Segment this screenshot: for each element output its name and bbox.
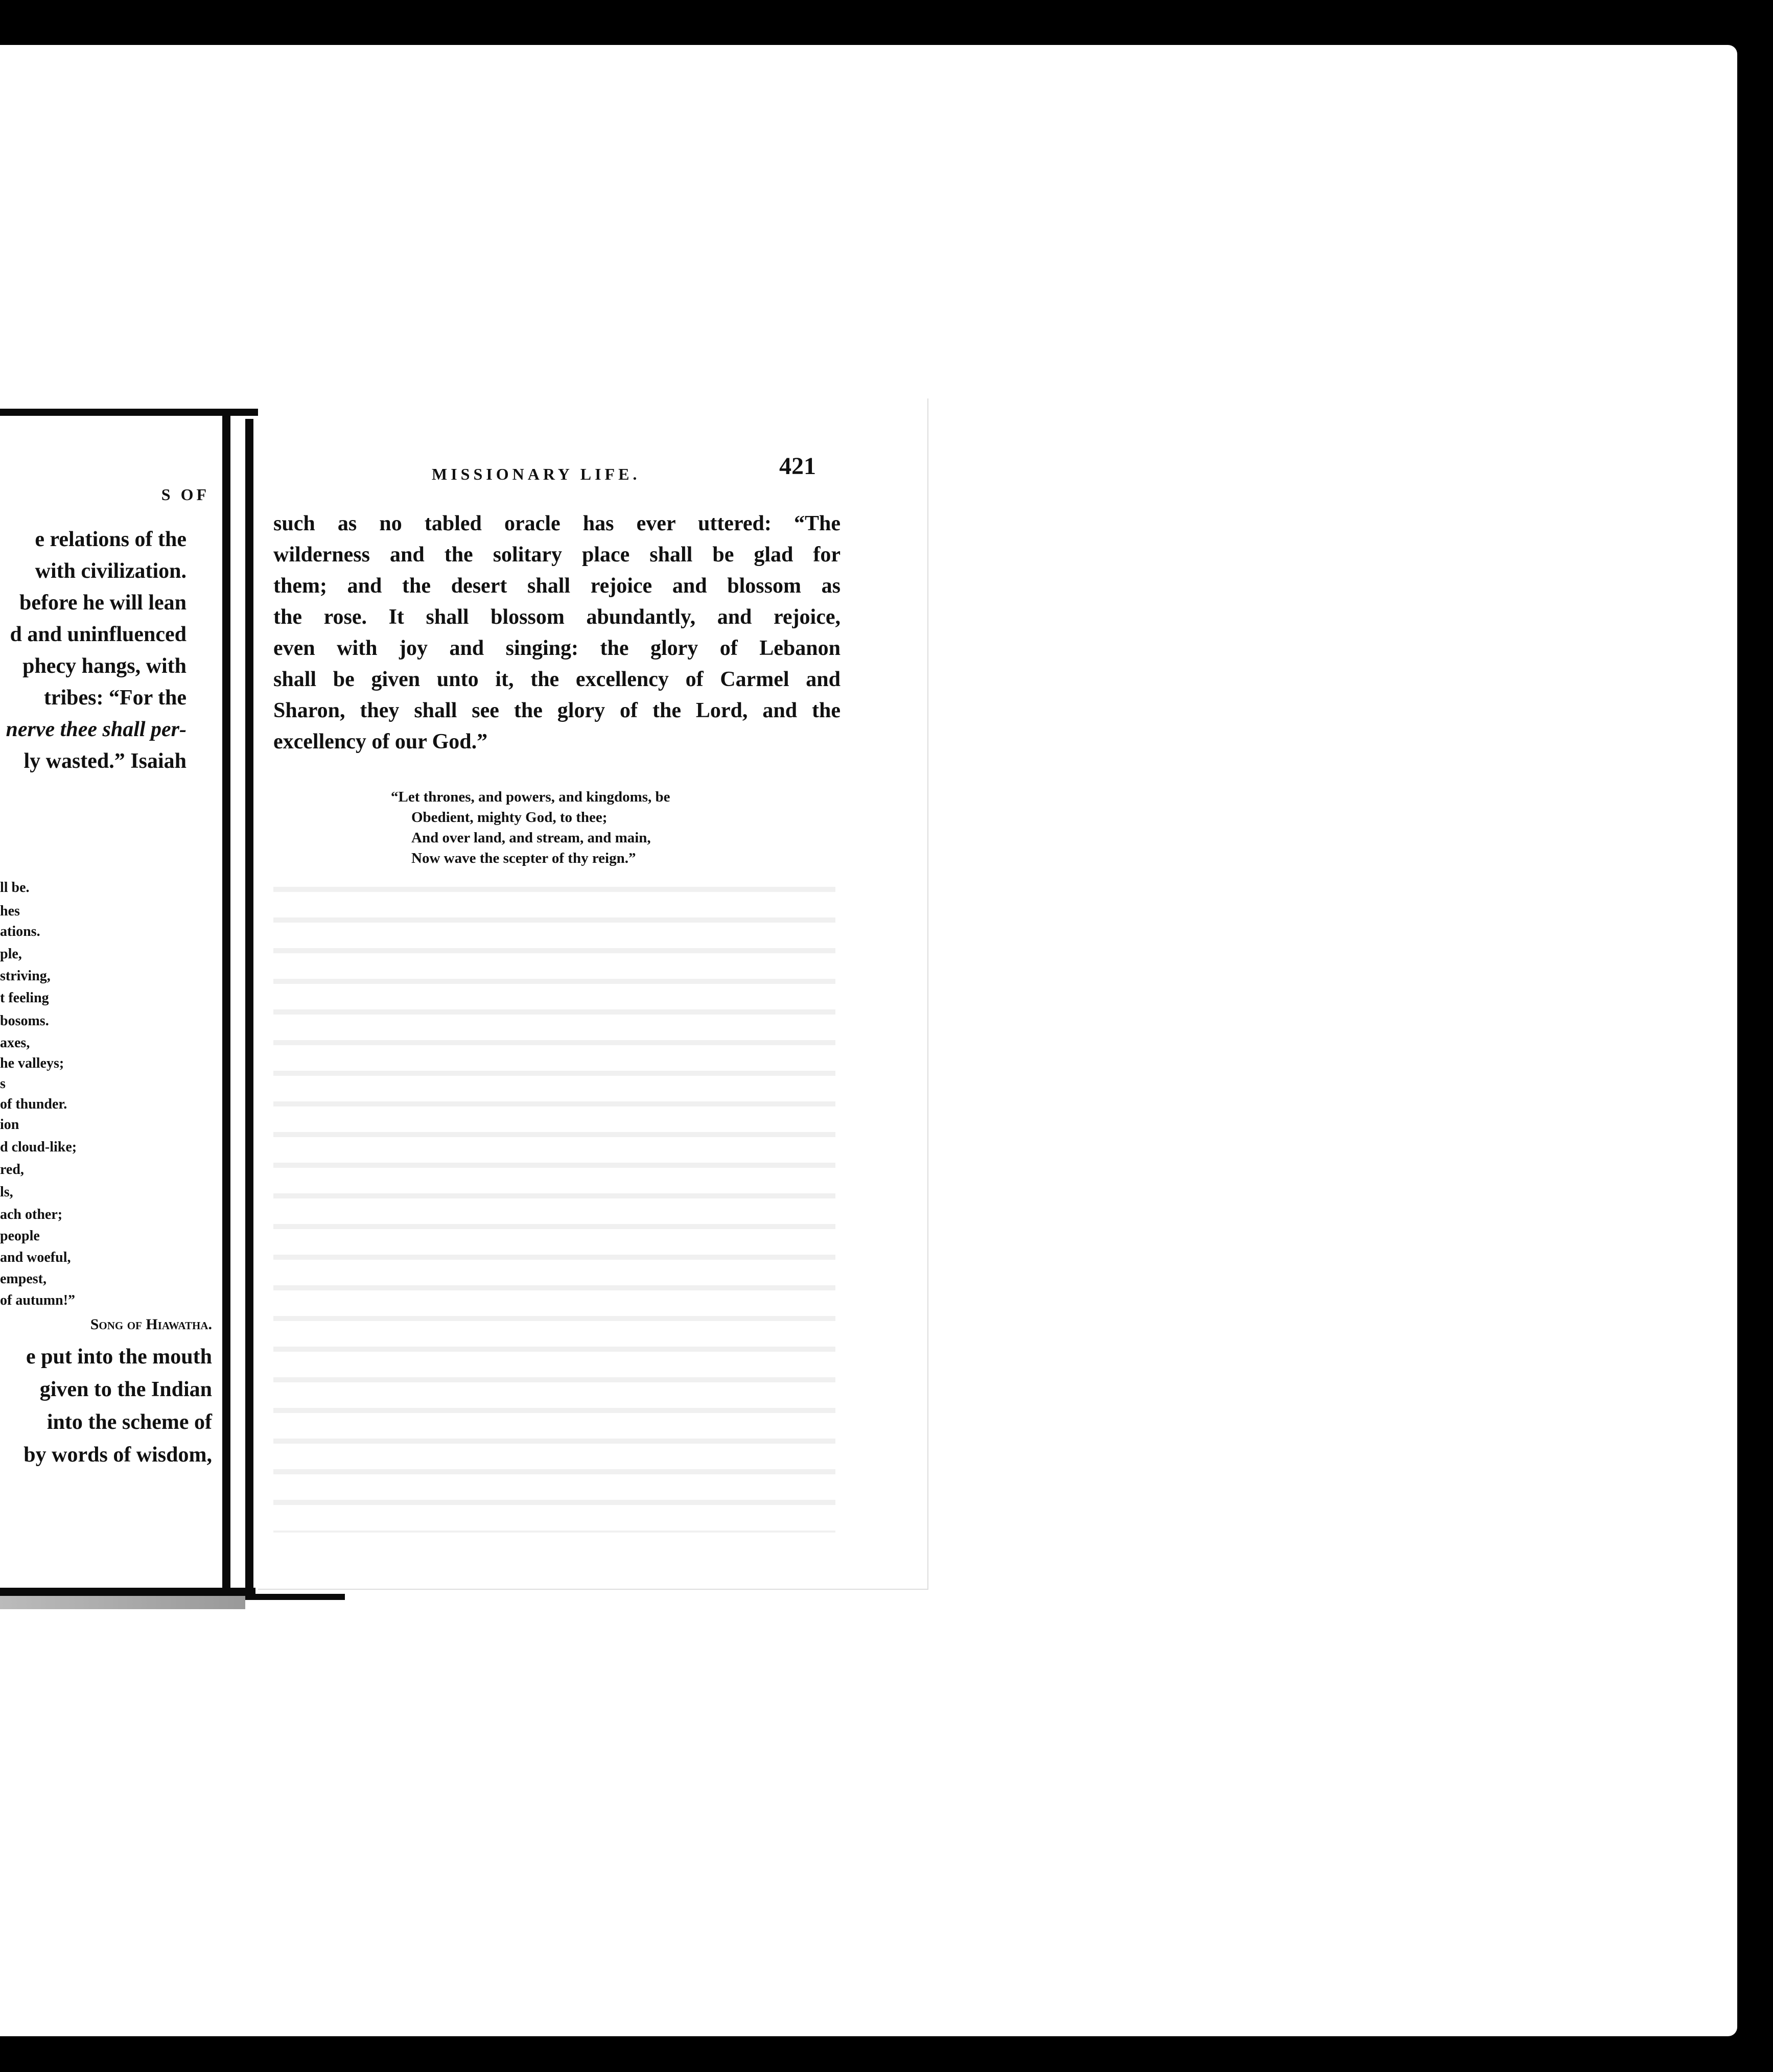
left-poem-line: ls, — [0, 1184, 13, 1200]
left-prose-line: ly wasted.” Isaiah — [24, 749, 186, 773]
bleed-through-texture — [273, 868, 835, 1533]
left-poem-line: and woeful, — [0, 1250, 71, 1265]
left-prose-line: e put into the mouth — [26, 1345, 212, 1369]
poem-line: Now wave the scepter of thy reign.” — [411, 850, 636, 866]
frame-right-divider — [245, 419, 253, 1596]
body-line: the rose. It shall blossom abundantly, and rejoice, — [273, 605, 841, 629]
left-prose-line: with civilization. — [35, 559, 186, 583]
body-line: such as no tabled oracle has ever uttered: “The — [273, 512, 841, 535]
running-head: MISSIONARY LIFE. — [432, 465, 641, 483]
left-poem-line: s — [0, 1076, 6, 1092]
left-prose-line: phecy hangs, with — [22, 654, 186, 678]
left-running-head: S OF — [161, 485, 209, 504]
left-prose-line: by words of wisdom, — [24, 1443, 212, 1467]
frame-bottom-extension — [245, 1594, 345, 1600]
left-prose-line: tribes: “For the — [43, 686, 186, 710]
body-line: wilderness and the solitary place shall be glad for — [273, 543, 841, 567]
body-line: them; and the desert shall rejoice and blossom as — [273, 574, 841, 598]
hymn-quote — [391, 787, 670, 868]
left-page — [0, 409, 235, 1599]
left-prose-line: e relations of the — [35, 528, 186, 551]
left-poem-line: of autumn!” — [0, 1292, 76, 1308]
left-poem-line: ple, — [0, 946, 22, 962]
left-prose-line: nerve thee shall per- — [6, 718, 186, 741]
left-prose-line: into the scheme of — [46, 1410, 212, 1434]
frame-left-divider — [222, 413, 230, 1594]
left-poem-line: people — [0, 1228, 40, 1244]
left-poem-line: red, — [0, 1162, 24, 1178]
left-poem-line: axes, — [0, 1035, 30, 1051]
body-line: Sharon, they shall see the glory of the Lord, and the — [273, 699, 841, 722]
left-poem-line: d cloud-like; — [0, 1139, 77, 1155]
right-page — [258, 398, 928, 1590]
poem-line: “Let thrones, and powers, and kingdoms, be — [391, 789, 670, 805]
left-poem-line: striving, — [0, 968, 51, 984]
left-poem-line: ion — [0, 1117, 19, 1133]
left-prose-line: given to the Indian — [39, 1378, 212, 1401]
body-paragraph — [273, 508, 841, 758]
scan-shadow-strip — [0, 1596, 245, 1609]
body-line: excellency of our God.” — [273, 730, 488, 754]
left-poem-line: ach other; — [0, 1207, 63, 1222]
poem-line: And over land, and stream, and main, — [411, 830, 651, 846]
frame-bottom-bar — [0, 1588, 255, 1596]
body-line: even with joy and singing: the glory of Lebanon — [273, 637, 841, 660]
left-poem-line: he valleys; — [0, 1055, 64, 1071]
left-poem-line: empest, — [0, 1271, 46, 1287]
left-poem-line: bosoms. — [0, 1013, 49, 1029]
left-poem-line: t feeling — [0, 990, 49, 1006]
poem-line: Obedient, mighty God, to thee; — [411, 809, 608, 826]
body-line: shall be given unto it, the excellency of Carmel and — [273, 668, 841, 691]
page-number: 421 — [779, 453, 816, 480]
left-prose-line: d and uninfluenced — [10, 623, 186, 646]
left-poem-line: ations. — [0, 924, 40, 939]
poem-citation: Song of Hiawatha. — [90, 1316, 212, 1333]
left-poem-line: of thunder. — [0, 1096, 67, 1112]
left-prose-line: before he will lean — [19, 591, 186, 615]
left-poem-line: hes — [0, 903, 20, 919]
left-poem-line: ll be. — [0, 880, 30, 896]
